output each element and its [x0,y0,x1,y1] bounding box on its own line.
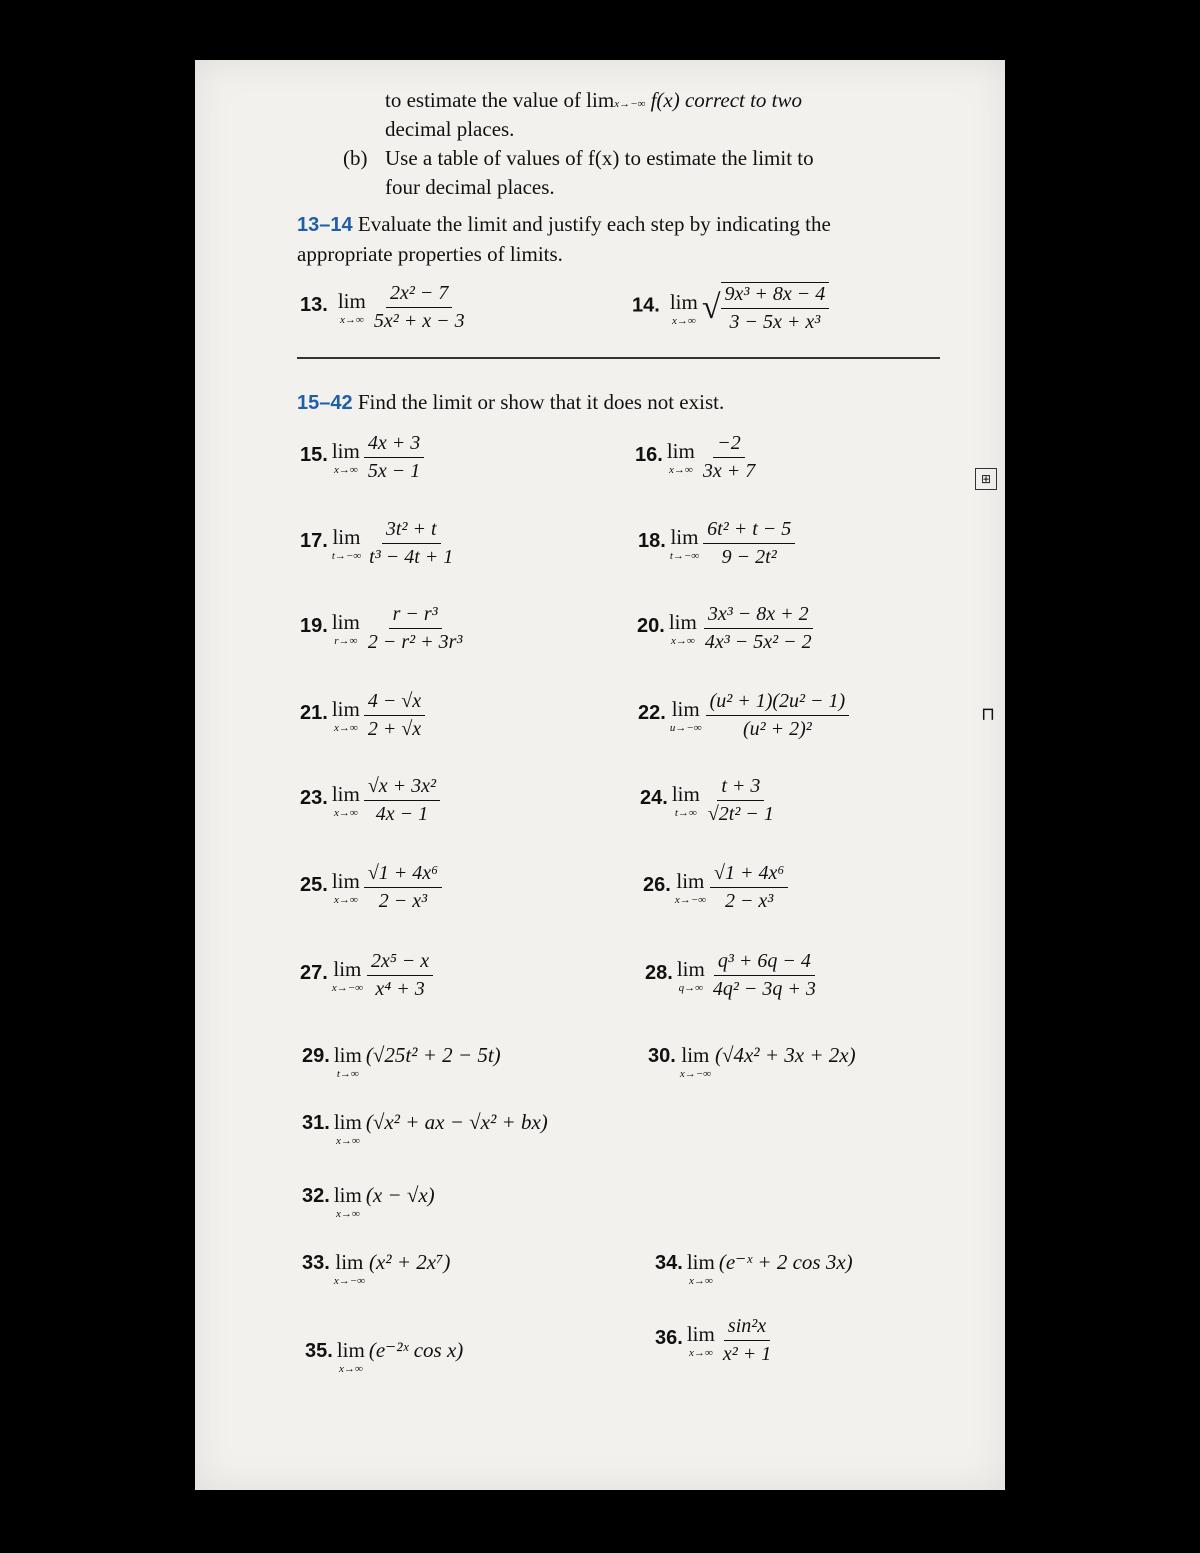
problem-21: 21. lim x→∞ $\frac{4 - √x}{2 + √x}$ [300,690,425,741]
problem-23: 23. lim x→∞ $\frac{\text{√x + 3x²}}{4x - 1}$ [300,775,440,826]
problem-15: 15. lim x→∞ $\frac{4x + 3}{5x - 1}$ [300,432,424,483]
margin-mark-icon: ⊞ [975,468,997,490]
problem-27: 27. lim x→−∞ $\frac{\text{2x⁵ − x}}{\text{x⁴ + 3}}$ [300,950,433,1001]
problem-33: 33. lim x→−∞ (x² + 2x⁷) [302,1250,451,1287]
problem-16: 16. lim x→∞ $\frac{-2}{3x + 7}$ [635,432,756,482]
problem-29: 29. lim t→∞ (√25t² + 2 − 5t) [302,1043,501,1080]
part-b-line2: four decimal places. [385,175,555,199]
intro-line2: decimal places. [385,117,515,141]
problem-28: 28. lim q→∞ $\frac{\text{q³ + 6q − 4}}{\text{4q² − 3q + 3}}$ [645,950,816,1000]
problem-17: 17. lim t→−∞ $\frac{\text{3t² + t}}{\text{t³ − 4t + 1}}$ [300,518,454,568]
problem-24: 24. lim t→∞ $\frac{t + 3}{\text{√2t² − 1}}$ [640,775,774,825]
problem-36: 36. lim x→∞ $\frac{\text{sin²x}}{\text{x² + 1}}$ [655,1315,772,1365]
problem-22: 22. lim u→−∞ $\frac{\text{(u² + 1)(2u² − 1)}}{\text{(u² + 2)²}}$ [638,690,849,741]
intro-line1: to estimate the value of limx→−∞ f(x) correct to two [385,88,803,112]
problem-14: 14. lim x→∞ √ $\frac{\text{9x³ + 8x − 4}}{\text{3 − 5x + x³}}$ [632,282,829,334]
section-heading-15-42: 15–42 Find the limit or show that it does not exist. [297,390,725,414]
part-b-line1: Use a table of values of f(x) to estimate the limit to [385,146,814,170]
section-text-13-14: appropriate properties of limits. [297,242,563,266]
problem-31: 31. lim x→∞ (√x² + ax − √x² + bx) [302,1110,548,1147]
problem-30: 30. lim x→−∞ (√4x² + 3x + 2x) [648,1043,856,1080]
problem-20: 20. lim x→∞ $\frac{\text{3x³ − 8x + 2}}{\text{4x³ − 5x² − 2}}$ [637,603,812,653]
problem-34: 34. lim x→∞ (e⁻ˣ + 2 cos 3x) [655,1250,853,1287]
problem-18: 18. lim t→−∞ $\frac{\text{6t² + t − 5}}{\text{9 − 2t²}}$ [638,518,795,569]
problem-13: 13. lim x→∞ $\frac{\text{2x² − 7}}{\text{5x² + x − 3}}$ [300,282,465,332]
margin-mark-icon: ⊓ [980,704,996,725]
section-divider [297,357,940,359]
problem-32: 32. lim x→∞ (x − √x) [302,1183,435,1220]
problem-25: 25. lim x→∞ $\frac{\text{√1 + 4x⁶}}{\text{2 − x³}}$ [300,862,442,913]
problem-35: 35. lim x→∞ (e⁻²ˣ cos x) [305,1338,464,1375]
problem-19: 19. lim r→∞ $\frac{\text{r − r³}}{\text{2 − r² + 3r³}}$ [300,603,463,653]
section-heading-13-14: 13–14 Evaluate the limit and justify each step by indicating the [297,212,831,236]
part-b-label: (b) [343,146,368,170]
problem-26: 26. lim x→−∞ $\frac{\text{√1 + 4x⁶}}{\text{2 − x³}}$ [643,862,788,913]
